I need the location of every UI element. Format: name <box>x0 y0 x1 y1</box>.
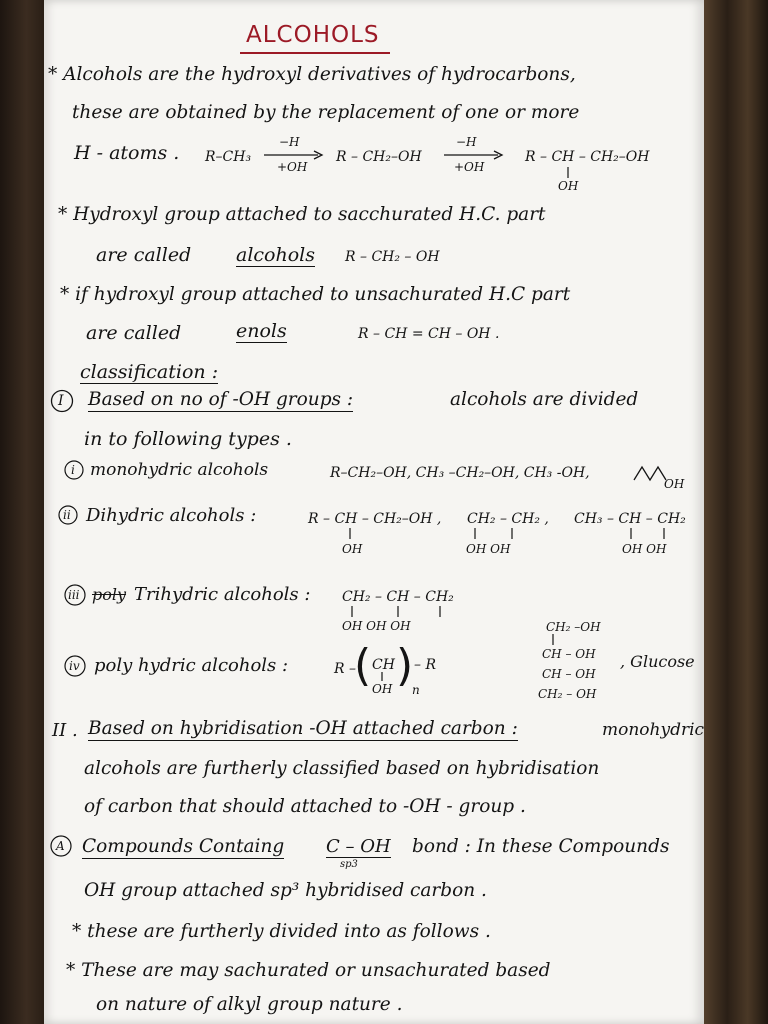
section-2-heading: Based on hybridisation -OH attached carbon : <box>88 718 518 739</box>
item-iv-label: iv <box>69 659 80 673</box>
dihydric-formula-3-bonds <box>628 528 678 540</box>
reaction-arrow-1 <box>264 150 324 160</box>
section-1-divided: alcohols are divided <box>450 389 639 410</box>
dihydric-label: Dihydric alcohols : <box>86 505 257 526</box>
enols-term: enols <box>236 320 287 342</box>
section-2-number: II . <box>52 720 78 741</box>
polyhydric-formula-left: R – <box>334 661 356 677</box>
polyhydric-formula-right: – R <box>414 657 436 673</box>
dihydric-formula-2-oh: OH OH <box>466 542 511 556</box>
polyhydric-formula-ch: CH <box>372 657 395 673</box>
bullet-saturated-line-2: on nature of alkyl group nature . <box>96 994 403 1015</box>
polyhydric-formula-oh: OH <box>372 682 393 696</box>
glucose-carbon-1: CH₂ –OH <box>546 620 601 634</box>
trihydric-label: Trihydric alcohols : <box>134 584 311 605</box>
section-1-types: in to following types . <box>84 428 292 450</box>
page-title: ALCOHOLS <box>246 22 380 48</box>
item-ii-label: ii <box>63 508 71 522</box>
polyhydric-close-paren: ) <box>396 640 414 691</box>
polyhydric-label: poly hydric alcohols : <box>94 655 289 676</box>
subsection-a-heading: Compounds Containg <box>82 836 285 857</box>
section-1-heading: Based on no of -OH groups : <box>88 389 354 410</box>
alcohols-definition-line-1: * Hydroxyl group attached to sacchurated H.C. part <box>58 204 546 225</box>
reaction-arrow-1-top: −H <box>279 135 300 149</box>
glucose-carbon-4: CH₂ – OH <box>538 687 597 701</box>
trihydric-formula-oh: OH OH OH <box>342 619 411 633</box>
intro-line-1: * Alcohols are the hydroxyl derivatives of hydrocarbons, <box>48 64 576 85</box>
reaction-product-bond <box>566 167 570 179</box>
polyhydric-open-paren: ( <box>354 640 372 691</box>
background-surface-left <box>0 0 44 1024</box>
section-1-number: I <box>58 393 64 409</box>
reaction-arrow-2-top: −H <box>456 135 477 149</box>
glucose-carbon-2: CH – OH <box>542 647 596 661</box>
enols-definition-are-called: are called <box>86 322 182 344</box>
cyclic-alcohol-oh: OH <box>664 477 685 491</box>
classification-heading: classification : <box>80 361 219 383</box>
struck-word-poly: poly <box>92 585 127 604</box>
subsection-a-heading-2: bond : In these Compounds <box>412 836 670 857</box>
background-surface-right <box>700 0 768 1024</box>
subsection-a-sp3: sp3 <box>340 859 358 870</box>
alcohols-term: alcohols <box>236 244 315 266</box>
subsection-a-label: A <box>56 839 65 853</box>
subsection-a-line-2: OH group attached sp³ hybridised carbon . <box>84 880 487 901</box>
bullet-saturated-line-1: * These are may sachurated or unsachurated based <box>66 960 551 981</box>
item-i-label: i <box>71 463 75 477</box>
reaction-arrow-2 <box>444 150 504 160</box>
reaction-arrow-1-bottom: +OH <box>277 160 308 174</box>
glucose-carbon-3: CH – OH <box>542 667 596 681</box>
glucose-label: , Glucose <box>620 652 695 671</box>
enols-example-formula: R – CH = CH – OH . <box>358 326 500 342</box>
reaction-arrow-2-bottom: +OH <box>454 160 485 174</box>
dihydric-formula-2: CH₂ – CH₂ , <box>467 511 549 527</box>
reaction-product: R – CH – CH₂–OH <box>525 149 650 165</box>
dihydric-formula-1-oh: OH <box>342 542 363 556</box>
alcohols-example-formula: R – CH₂ – OH <box>345 249 440 265</box>
title-underline <box>240 52 390 54</box>
monohydric-formulas: R–CH₂–OH, CH₃ –CH₂–OH, CH₃ -OH, <box>330 465 590 481</box>
subsection-a-bond: C – OH <box>326 836 391 857</box>
reaction-reactant: R–CH₃ <box>205 149 252 165</box>
dihydric-formula-2-bonds <box>472 528 522 540</box>
reaction-product-oh: OH <box>558 179 579 193</box>
section-2-monohydric: monohydric <box>602 720 705 740</box>
dihydric-formula-1-bond <box>348 528 352 540</box>
item-i-circle <box>64 460 86 482</box>
item-iii-label: iii <box>68 588 80 602</box>
section-2-line-2: alcohols are furtherly classified based on hybridisation <box>84 758 600 779</box>
section-2-line-3: of carbon that should attached to -OH - group . <box>84 796 526 817</box>
polyhydric-formula-bond <box>380 672 384 682</box>
enols-definition-line-1: * if hydroxyl group attached to unsachurated H.C part <box>60 284 571 305</box>
trihydric-formula: CH₂ – CH – CH₂ <box>342 589 454 605</box>
glucose-bond-1 <box>551 634 555 646</box>
dihydric-formula-3: CH₃ – CH – CH₂ <box>574 511 686 527</box>
intro-line-2: these are obtained by the replacement of one or more <box>72 102 580 123</box>
dihydric-formula-3-oh: OH OH <box>622 542 667 556</box>
polyhydric-formula-n: n <box>412 683 420 697</box>
dihydric-formula-1: R – CH – CH₂–OH , <box>308 511 442 527</box>
monohydric-label: monohydric alcohols <box>90 460 269 480</box>
reaction-intermediate: R – CH₂–OH <box>336 149 422 165</box>
alcohols-definition-are-called: are called <box>96 244 192 266</box>
intro-line-3: H - atoms . <box>74 142 180 164</box>
trihydric-formula-bonds <box>348 606 458 618</box>
bullet-divided: * these are furtherly divided into as follows . <box>72 921 491 942</box>
